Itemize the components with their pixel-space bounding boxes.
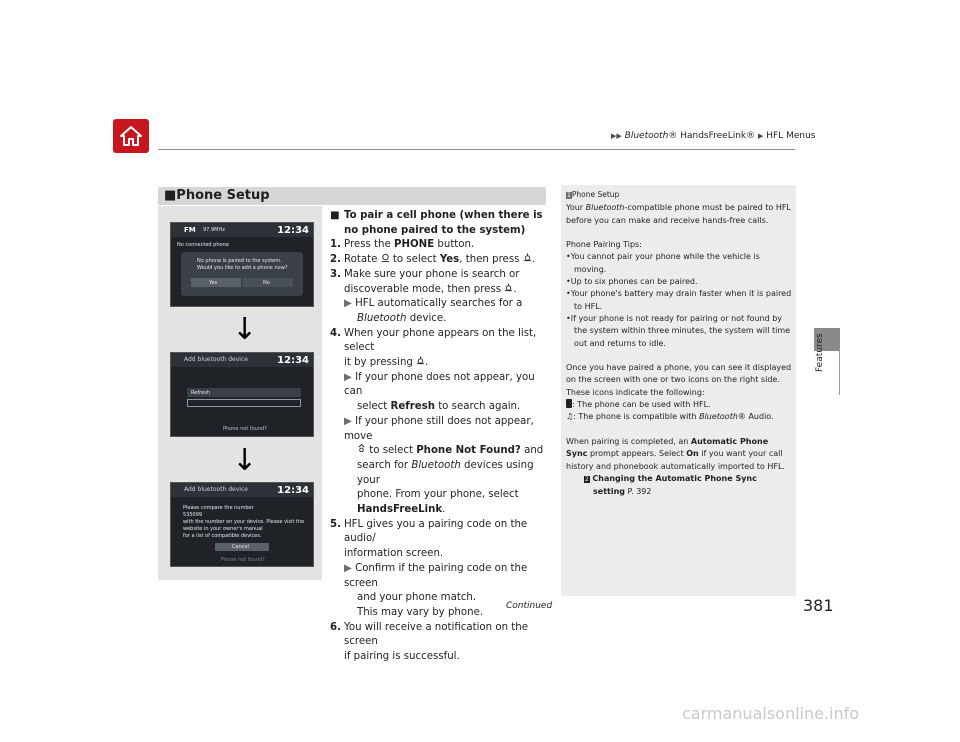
screen-clock: 12:34 (277, 225, 309, 236)
screen-preset: 97.9MHz (203, 227, 225, 233)
step-4-result-1-cont: select Refresh to search again. (357, 401, 521, 413)
breadcrumb-arrow-icon: ▶▶ (611, 132, 622, 140)
step-4-cont: it by pressing . (344, 357, 429, 369)
phone-not-found: Phone not found? (221, 557, 265, 563)
result-arrow-icon: ▶ (344, 371, 356, 383)
breadcrumb-item[interactable]: Bluetooth (624, 131, 669, 141)
bullet-icon: • (566, 289, 571, 299)
bullet-icon: • (566, 277, 571, 287)
bullet-icon: • (566, 252, 571, 262)
screen-subtitle: No connected phone (177, 242, 229, 248)
result-arrow-icon: ▶ (344, 298, 356, 310)
step-4-result-2-cont: to select Phone Not Found? and (330, 444, 548, 459)
screen-no-connected-phone (170, 222, 314, 307)
step-3-result-cont: Bluetooth device. (357, 312, 447, 324)
tip-item: •If your phone is not ready for pairing or not found by the system within three minutes, the system will time out and returns to idle. (566, 313, 791, 348)
square-bullet-icon: ■ (330, 210, 340, 221)
note-number-icon: 1 (567, 192, 571, 199)
reference-icon: 2 (585, 475, 589, 483)
down-arrow-icon: ↓ (232, 443, 258, 478)
tips-heading: Phone Pairing Tips: (566, 240, 642, 250)
step-3: 3. Make sure your phone is search or (330, 268, 520, 280)
pairing-text: website in your owner's manual (183, 526, 263, 532)
step-4-result-2-cont: phone. From your phone, select (357, 489, 519, 501)
step-4-result-2: ▶ If your phone still does not appear, move (344, 415, 534, 442)
step-3-result: ▶ HFL automatically searches for a (344, 298, 523, 310)
step-4-result-1: ▶ If your phone does not appear, you can (344, 371, 535, 398)
square-bullet-icon: ■ (164, 188, 177, 203)
chapter-label: Features (815, 333, 825, 372)
screen-pairing-code (170, 482, 314, 567)
continued-label: Continued (506, 601, 553, 611)
phone-not-found[interactable]: Phone not found? (223, 426, 267, 432)
step-6-cont: if pairing is successful. (344, 651, 460, 663)
section-title: ■Phone Setup (158, 187, 546, 205)
header-divider (158, 149, 795, 150)
page-number: 381 (803, 596, 834, 615)
chapter-tab-line (839, 349, 840, 395)
device-item[interactable] (187, 399, 301, 407)
home-icon (119, 125, 143, 147)
tip-item: •Your phone's battery may drain faster when it is paired to HFL. (566, 289, 792, 311)
step-6: 6. You will receive a notification on the screen (330, 621, 528, 648)
screen-title: Add bluetooth device (184, 356, 248, 363)
yes-label: Yes (209, 280, 218, 286)
breadcrumb-item[interactable]: ® HandsFreeLink® (668, 131, 756, 141)
screen-source: FM (184, 226, 196, 234)
result-arrow-icon: ▶ (344, 562, 356, 574)
knob-press-icon (523, 253, 532, 263)
step-4-result-2-cont: search for Bluetooth devices using your (357, 459, 534, 486)
pairing-text: with the number on your device. Please visit the (183, 519, 305, 525)
cross-reference-link[interactable]: setting P. 392 (593, 487, 652, 497)
knob-rotate-icon (381, 253, 390, 263)
breadcrumb-arrow-icon: ▶ (758, 132, 764, 140)
music-note-icon: ♫ (566, 412, 574, 422)
pairing-code: 535099 (183, 512, 203, 518)
cancel-label: Cancel (232, 544, 249, 550)
screen-title: Add bluetooth device (184, 486, 248, 493)
dialog-line: No phone is paired to the system. (197, 258, 282, 264)
icon-legend-item: ♫: The phone is compatible with Bluetooth® Audio. (566, 412, 774, 422)
screen-clock: 12:34 (277, 355, 309, 366)
cross-reference-link[interactable]: 2 Changing the Automatic Phone Sync (585, 473, 757, 483)
down-arrow-icon: ↓ (232, 312, 258, 347)
step-5-result-cont: This may vary by phone. (357, 606, 484, 618)
tip-item: •You cannot pair your phone while the vehicle is moving. (566, 252, 760, 274)
note-title: 1Phone Setup (567, 190, 620, 199)
note (566, 189, 792, 498)
note-paragraph: When pairing is completed, an Automatic Phone Sync prompt appears. Select On if you want your call history and phonebook automatically imported to HFL. (566, 436, 785, 471)
note-paragraph: These icons indicate the following: (566, 387, 705, 397)
knob-press-icon (504, 283, 513, 293)
step-1: 1. Press the PHONE button. (330, 239, 475, 251)
step-5: 5. HFL gives you a pairing code on the audio/ (330, 518, 528, 545)
home-button[interactable] (113, 119, 149, 153)
pairing-text: Please compare the number (183, 505, 254, 511)
step-5-cont: information screen. (344, 548, 444, 560)
knob-move-icon (357, 444, 366, 454)
tip-item: •Up to six phones can be paired. (566, 277, 698, 287)
step-2: 2. Rotate to select Yes, then press . (330, 254, 535, 266)
dialog-line: Would you like to add a phone now? (197, 265, 288, 271)
step-5-result: ▶ Confirm if the pairing code on the screen (344, 562, 528, 589)
step-4-result-2-cont: HandsFreeLink. (357, 504, 446, 516)
breadcrumb (611, 131, 816, 141)
step-5-result-cont: and your phone match. (357, 592, 477, 604)
procedure (330, 209, 548, 665)
breadcrumb-item[interactable]: HFL Menus (766, 131, 816, 141)
screen-clock: 12:34 (277, 485, 309, 496)
screen-add-device (170, 352, 314, 437)
pairing-text: for a list of compatible devices. (183, 533, 262, 539)
knob-press-icon (416, 356, 425, 366)
watermark: carmanualsonline.info (682, 704, 860, 723)
result-arrow-icon: ▶ (344, 415, 356, 427)
procedure-heading: ■ To pair a cell phone (when there is no phone paired to the system) (330, 209, 548, 238)
step-4: 4. When your phone appears on the list, select (330, 327, 537, 354)
icon-legend-item: : The phone can be used with HFL. (566, 399, 792, 411)
step-3-cont: discoverable mode, then press . (344, 283, 517, 295)
note-paragraph: Your Bluetooth-compatible phone must be paired to HFL before you can make and receive hands-free calls. (566, 203, 791, 225)
no-label: No (263, 280, 270, 286)
refresh-label: Refresh (191, 390, 210, 396)
note-paragraph: Once you have paired a phone, you can see it displayed on the screen with one or two icons on the right side. (566, 363, 792, 385)
bullet-icon: • (566, 313, 571, 323)
